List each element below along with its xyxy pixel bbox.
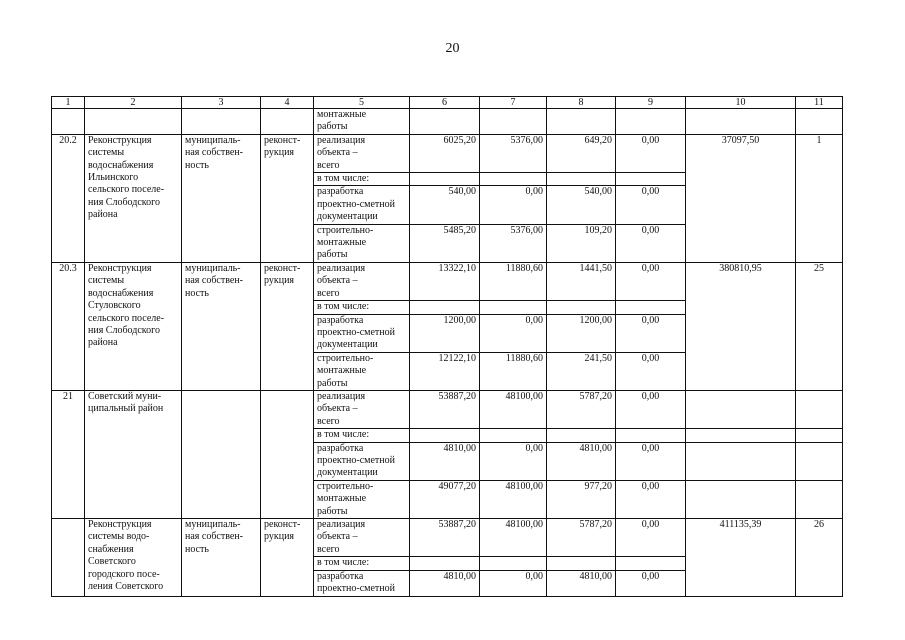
- value-cell: 0,00: [480, 186, 547, 224]
- value-cell: 411135,39: [686, 519, 796, 597]
- work-type: реконст- рукция: [261, 134, 314, 262]
- row-label: разработка проектно-сметной: [314, 570, 410, 596]
- row-label: разработка проектно-сметной документации: [314, 442, 410, 480]
- row-label: строительно- монтажные работы: [314, 352, 410, 390]
- value-cell: 25: [796, 262, 843, 390]
- row-number: 20.3: [52, 262, 85, 390]
- table-row: [52, 262, 843, 300]
- value-cell: 48100,00: [480, 390, 547, 428]
- object-name: Советский муни- ципальный район: [85, 390, 182, 518]
- value-cell: 0,00: [616, 352, 686, 390]
- row-label: в том числе:: [314, 557, 410, 570]
- value-cell: 48100,00: [480, 519, 547, 557]
- col-header: 6: [410, 97, 480, 109]
- value-cell: 13322,10: [410, 262, 480, 300]
- row-label: реализация объекта – всего: [314, 519, 410, 557]
- value-cell: 0,00: [480, 314, 547, 352]
- ownership: муниципаль- ная собствен- ность: [182, 262, 261, 390]
- value-cell: 540,00: [547, 186, 616, 224]
- value-cell: 0,00: [616, 390, 686, 428]
- investment-table: [51, 96, 843, 597]
- value-cell: 5485,20: [410, 224, 480, 262]
- row-number: 20.2: [52, 134, 85, 262]
- table-row: [52, 390, 843, 428]
- value-cell: 977,20: [547, 480, 616, 518]
- row-label: в том числе:: [314, 173, 410, 186]
- ownership: муниципаль- ная собствен- ность: [182, 134, 261, 262]
- value-cell: 6025,20: [410, 134, 480, 172]
- value-cell: 26: [796, 519, 843, 597]
- col-header: 5: [314, 97, 410, 109]
- col-header: 10: [686, 97, 796, 109]
- value-cell: 0,00: [480, 570, 547, 596]
- col-header: 2: [85, 97, 182, 109]
- col-header: 7: [480, 97, 547, 109]
- value-cell: 380810,95: [686, 262, 796, 390]
- value-cell: 540,00: [410, 186, 480, 224]
- value-cell: 12122,10: [410, 352, 480, 390]
- value-cell: 109,20: [547, 224, 616, 262]
- value-cell: 1200,00: [547, 314, 616, 352]
- value-cell: 1441,50: [547, 262, 616, 300]
- value-cell: 37097,50: [686, 134, 796, 262]
- value-cell: 5376,00: [480, 224, 547, 262]
- row-label: разработка проектно-сметной документации: [314, 186, 410, 224]
- col-header: 11: [796, 97, 843, 109]
- value-cell: 0,00: [616, 224, 686, 262]
- row-label: строительно- монтажные работы: [314, 480, 410, 518]
- value-cell: 0,00: [616, 134, 686, 172]
- col-header: 8: [547, 97, 616, 109]
- value-cell: 0,00: [616, 480, 686, 518]
- row-label: реализация объекта – всего: [314, 390, 410, 428]
- value-cell: 1: [796, 134, 843, 262]
- value-cell: 241,50: [547, 352, 616, 390]
- row-label: разработка проектно-сметной документации: [314, 314, 410, 352]
- work-type: реконст- рукция: [261, 262, 314, 390]
- value-cell: 1200,00: [410, 314, 480, 352]
- value-cell: 5787,20: [547, 519, 616, 557]
- value-cell: 53887,20: [410, 519, 480, 557]
- row-label: монтажные работы: [314, 109, 410, 135]
- row-label: реализация объекта – всего: [314, 262, 410, 300]
- col-header: 1: [52, 97, 85, 109]
- row-label: реализация объекта – всего: [314, 134, 410, 172]
- value-cell: 11880,60: [480, 262, 547, 300]
- table-row: [52, 109, 843, 135]
- value-cell: 0,00: [616, 519, 686, 557]
- object-name: Реконструкция системы водоснабжения Стуловского сельского поселе- ния Слободского района: [85, 262, 182, 390]
- value-cell: 0,00: [616, 186, 686, 224]
- row-number: 21: [52, 390, 85, 518]
- value-cell: 5376,00: [480, 134, 547, 172]
- object-name: Реконструкция системы водоснабжения Ильинского сельского поселе- ния Слободского района: [85, 134, 182, 262]
- column-numbers-row: [52, 97, 843, 109]
- value-cell: 4810,00: [547, 442, 616, 480]
- value-cell: 0,00: [480, 442, 547, 480]
- value-cell: 48100,00: [480, 480, 547, 518]
- table-row: [52, 134, 843, 172]
- page-number: 20: [445, 41, 460, 56]
- col-header: 9: [616, 97, 686, 109]
- work-type: реконст- рукция: [261, 519, 314, 597]
- row-label: строительно- монтажные работы: [314, 224, 410, 262]
- value-cell: 4810,00: [410, 570, 480, 596]
- value-cell: 0,00: [616, 442, 686, 480]
- value-cell: 649,20: [547, 134, 616, 172]
- row-label: в том числе:: [314, 301, 410, 314]
- table-row: [52, 519, 843, 557]
- col-header: 4: [261, 97, 314, 109]
- value-cell: 4810,00: [547, 570, 616, 596]
- row-label: в том числе:: [314, 429, 410, 442]
- value-cell: 0,00: [616, 314, 686, 352]
- col-header: 3: [182, 97, 261, 109]
- value-cell: 53887,20: [410, 390, 480, 428]
- object-name: Реконструкция системы водо- снабжения Советского городского посе- ления Советского: [85, 519, 182, 597]
- value-cell: 0,00: [616, 262, 686, 300]
- value-cell: 5787,20: [547, 390, 616, 428]
- ownership: муниципаль- ная собствен- ность: [182, 519, 261, 597]
- value-cell: 4810,00: [410, 442, 480, 480]
- value-cell: 0,00: [616, 570, 686, 596]
- value-cell: 49077,20: [410, 480, 480, 518]
- value-cell: 11880,60: [480, 352, 547, 390]
